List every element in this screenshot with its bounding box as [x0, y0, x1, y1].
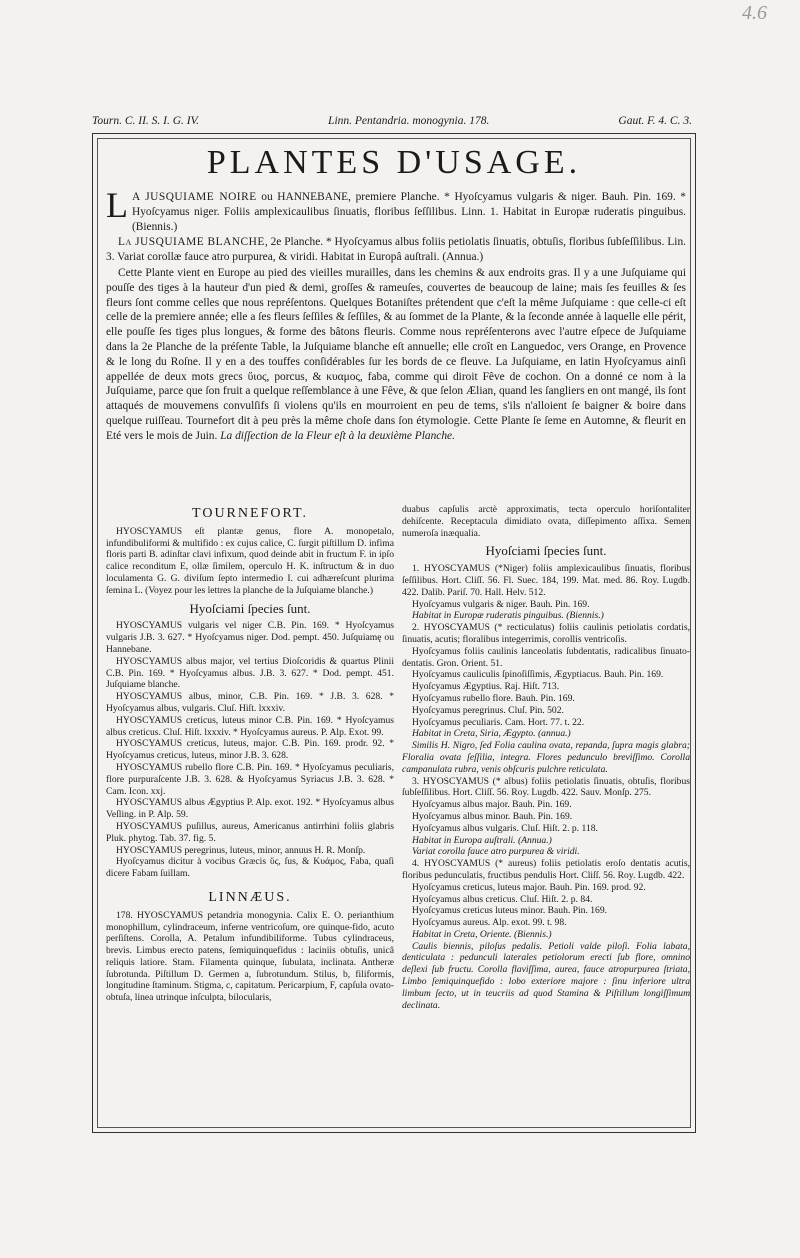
- tournefort-text: HYOSCYAMUS eſt plantæ genus, flore A. monopetalo, infundibuliformi & multifido : ex cujus calice, C. ſurgit piſtillum D. infima floris parti B. adinſtar clavi infixum, quod deinde abit in fructum F. in ipſo calice reconditum E, ollæ ſimilem, operculo H. K. inſtructum & in duo loculamenta G. G. diviſum ſepto intermedio I. cui adhæreſcunt plurima ſemina L. (Voyez pour les lettres la planche de la Juſquiame blanche.): [106, 525, 394, 596]
- pencil-mark: 4.6: [742, 2, 767, 24]
- species-entry: Similis H. Nigro, ſed Folia caulina ovata, repanda, ſupra magis glabra; Floralia ovata ſeſſilia, integra. Flores pedunculo breviſſimo. Corolla campanulata rubra, venis obſcuris pulchre reticulata.: [402, 740, 690, 775]
- plate-header: [92, 115, 692, 127]
- species-entry: Hyoſcyamus vulgaris & niger. Bauh. Pin. 169.: [412, 598, 590, 610]
- species-entry: Hyoſcyamus aureus. Alp. exot. 99. t. 98.: [412, 917, 567, 929]
- species-item: Hyoſcyamus dicitur à vocibus Græcis ὕς, ſus, & Κυάμος, Faba, quaſi dicere Fabam ſuillam.: [106, 856, 394, 880]
- text-jusquiame-blanche: , 2e Planche. * Hyoſcyamus albus foliis petiolatis ſinuatis, obtuſis, floribus ſubſeſſilibus. Lin. 3. Variat corollæ fauce atro purpurea, & viridi. Habitat in Europâ auſtrali. (Annua.): [106, 236, 686, 264]
- species-entry: Hyoſcyamus albus major. Bauh. Pin. 169.: [412, 799, 572, 811]
- section-title-linnaeus: LINNÆUS.: [208, 889, 292, 905]
- species-item: HYOSCYAMUS peregrinus, luteus, minor, annuus H. R. Monſp.: [116, 844, 366, 856]
- name-jusquiame-blanche: La JUSQUIAME BLANCHE: [118, 236, 265, 249]
- left-column: [106, 504, 394, 1004]
- species-entry: Hyoſcyamus peregrinus. Cluſ. Pin. 502.: [412, 704, 564, 716]
- species-item: HYOSCYAMUS albus Ægyptius P. Alp. exot. 192. * Hyoſcyamus albus Veſling. in P. Alp. 59.: [106, 797, 394, 821]
- text-dissection-note: La diſſection de la Fleur eſt à la deuxième Planche.: [220, 429, 455, 442]
- text-description: Cette Plante vient en Europe au pied des vieilles murailles, dans les chemins & aux endroits gras. Il y a une Juſquiame qui pouſſe des tiges à la hauteur d'un pied & demi, groſſes & rameuſes, couvertes de beaucoup de laine; mais ſes feuilles & ſes fleurs ſont comme celles que nous repréſentons. Quelques Botaniſtes prétendent que c'eſt la même Juſquiame : que celle-ci eſt celle de la premiere année; elle a ſes fleurs ſeſſiles & ſeſſiles, & au ſommet de la Plante, & la ſeconde année à laquelle elle périt, elle pouſſe ſes tiges plus longues, & forme des bâtons fleuris. Comme nous repréſenterons avec l'autre eſpece de Juſquiame dans la 2e Planche de la préſente Table, la Juſquiame blanche eſt annuelle; elle croît en Languedoc, vers Orange, en Provence & le long du Roſne. Il y en a des touffes conſidérables ſur les bords de ce fleuve. La Juſquiame, en latin Hyoſcyamus ainſi appellée de deux mots grecs ὕιος, porcus, & κυαμος, faba, comme qui diroit Fêve de cochon. On a donné ce nom à la Juſquiame, parce que ſon fruit a quelque reſſemblance à une Fêve, & que ſelon Ælian, quand les ſangliers en ont mangé, ils ſont attaqués de mouvemens convulſifs ſi violens qu'ils en mourroient en peu de tems, s'ils n'alloient ſe baigner & boire dans quelque ruiſſeau. Tournefort dit à peu près la même choſe dans ſon étymologie. Cette Plante ſe ſeme en Automne, & fleurit en Eté vers le mois de Juin.: [106, 266, 686, 442]
- species-title-right: Hyoſciami ſpecies ſunt.: [485, 543, 607, 559]
- species-entry: Habitat in Europa auſtrali. (Annua.): [412, 834, 552, 846]
- linnaeus-text: 178. HYOSCYAMUS petandria monogynia. Calix E. O. perianthium monophillum, cylindraceum, inferne ventricoſum, ore quinque-fido, acuto perſiſtens. Corolla, A. Petalum infundibiliforme. Tubus cylindraceus, brevis. Limbus erecto patens, ſemiquinquefidus : laciniis obtuſis, unicâ reliquis latiore. Stam. Filamenta quinque, ſubulata, inclinata. Antheræ ſubrotunda. Piſtillum D. Germen a, ſubrotundum. Stilus, b, filiformis, longitudine ſtaminum. Stigma, c, capitatum. Pericarpium, F, capſula ovato-obtuſa, linea utrinque inſculpta, bilocularis,: [106, 909, 394, 1004]
- species-entry: Hyoſcyamus creticus, luteus major. Bauh. Pin. 169. prod. 92.: [412, 881, 646, 893]
- species-entry: Hyoſcyamus creticus luteus minor. Bauh. Pin. 169.: [412, 905, 608, 917]
- paragraph-description: [106, 266, 686, 444]
- header-gautier: Gaut. F. 4. C. 3.: [618, 115, 692, 127]
- paragraph-jusquiame-blanche: [106, 235, 686, 265]
- species-item: HYOSCYAMUS vulgaris vel niger C.B. Pin. 169. * Hyoſcyamus vulgaris J.B. 3. 627. * Hyoſcyamus niger. Dod. pempt. 450. Juſquiamę ou Hannebane.: [106, 620, 394, 655]
- species-item: HYOSCYAMUS creticus, luteus, major. C.B. Pin. 169. prodr. 92. * Hyoſcyamus creticus, luteus, minor J.B. 3. 628.: [106, 738, 394, 762]
- header-tournefort: Tourn. C. II. S. I. G. IV.: [92, 115, 200, 127]
- species-item: HYOSCYAMUS creticus, luteus minor C.B. Pin. 169. * Hyoſcyamus albus creticus. Cluſ. Hiſt. lxxxiv. * Hyoſcyamus aureus. P. Alp. Exot. 99.: [106, 714, 394, 738]
- name-jusquiame-noire: A JUSQUIAME NOIRE: [132, 191, 257, 203]
- species-item: HYOSCYAMUS albus major, vel tertius Dioſcoridis & quartus Plinii C.B. Pin. 169. * Hyoſcyamus albus. J.B. 3. 627. * Dod. pempt. 451. Juſquiame blanche.: [106, 655, 394, 691]
- species-item: HYOSCYAMUS puſillus, aureus, Americanus antirrhini foliis glabris Pluk. phytog. Tab. 37. fig. 5.: [106, 820, 394, 844]
- intro-text: [106, 185, 686, 445]
- right-column: [402, 504, 690, 1011]
- species-entry: 1. HYOSCYAMUS (*Niger) foliis amplexicaulibus ſinuatis, floribus ſeſſilibus. Hort. Cliſſ. 56. Fl. Suec. 184, 199. Mat. med. 86. Roy. Lugdb. 422. Dalib. Pariſ. 70. Hall. Helv. 512.: [402, 563, 690, 598]
- species-entry: Habitat in Creta, Oriente. (Biennis.): [412, 928, 552, 940]
- species-entry: Hyoſcyamus cauliculis ſpinoſiſſimis, Ægyptiacus. Bauh. Pin. 169.: [412, 669, 664, 681]
- species-entry: Hyoſcyamus peculiaris. Cam. Hort. 77. t. 22.: [412, 716, 585, 728]
- species-entry: Hyoſcyamus albus creticus. Cluſ. Hiſt. 2. p. 84.: [412, 893, 593, 905]
- species-entry: Hyoſcyamus albus minor. Bauh. Pin. 169.: [412, 810, 573, 822]
- species-entry: 2. HYOSCYAMUS (* recticulatus) foliis caulinis petiolatis cordatis, ſinuatis, acutis; floralibus integerrimis, corollis ventricoſis.: [402, 622, 690, 645]
- species-entry: Caulis biennis, piloſus pedalis. Petioli valde piloſi. Folia labata, denticulata : pedunculi laterales petiolorum erecti ſub flore, omnino deſlexi ſub fructu. Corolla flaviſſima, aurea, fauce atropurpurea ſtriata, Limbo ſemiquinquefido : lobo exteriore majore : ſinu inferiore ultra limbum ſecto, ut in teucriis ad quod Stamina & Piſtillum longiſſimum declinata.: [402, 940, 690, 1011]
- section-title-tournefort: TOURNEFORT.: [192, 506, 308, 521]
- species-entry: Hyoſcyamus Ægyptius. Raj. Hiſt. 713.: [412, 681, 560, 693]
- species-entry: Variat corolla fauce atro purpurea & viridi.: [412, 846, 580, 858]
- drop-cap: L: [106, 185, 128, 225]
- species-entry: Habitat in Europæ ruderatis pinguibus. (Biennis.): [412, 610, 604, 622]
- species-entry: Habitat in Creta, Siria, Ægypto. (annua.): [412, 728, 571, 740]
- species-item: HYOSCYAMUS rubello flore C.B. Pin. 169. * Hyoſcyamus peculiaris, flore purpuraſcente J.B. 3. 628. & Hyoſcyamus Syriacus J.B. 3. 628. * Cam. Icon. xxj.: [106, 761, 394, 797]
- species-entry: 3. HYOSCYAMUS (* albus) foliis petiolatis ſinuatis, obtuſis, floribus ſubſeſſilibus. Hort. Cliſſ. 56. Roy. Lugdb. 422. Sauv. Monſp. 275.: [402, 775, 690, 799]
- text-jusquiame-noire: ou HANNEBANE, premiere Planche. * Hyoſcyamus vulgaris & niger. Bauh. Pin. 169. * Hyoſcyamus niger. Foliis amplexicaulibus ſinuatis, floribus ſeſſilibus. Linn. 1. Habitat in Europæ ruderatis pinguibus. (Biennis.): [132, 191, 686, 233]
- species-entry: Hyoſcyamus foliis caulinis lanceolatis ſubdentatis, radicalibus ſinuato-dentatis. Gron. Orient. 51.: [402, 645, 690, 669]
- header-linnaeus: Linn. Pentandria. monogynia. 178.: [328, 115, 490, 127]
- species-item: HYOSCYAMUS albus, minor, C.B. Pin. 169. * J.B. 3. 628. * Hyoſcyamus albus, vulgaris. Cluſ. Hiſt. lxxxiv.: [106, 691, 394, 714]
- species-entry: 4. HYOSCYAMUS (* aureus) foliis petiolatis eroſo dentatis acutis, floribus pedunculatis, fructibus pendulis Hort. Cliſſ. 56. Roy. Lugdb. 422.: [402, 858, 690, 881]
- page-title: PLANTES D'USAGE.: [206, 144, 582, 181]
- linnaeus-continued-text: duabus capſulis arctè approximatis, tecta operculo horiſontaliter dehiſcente. Receptacula dimidiato ovata, diſſepimento aſſixa. Semen numeroſa inæqualia.: [402, 504, 690, 539]
- species-title-left: Hyoſciami ſpecies ſunt.: [189, 600, 311, 616]
- species-entry: Hyoſcyamus albus vulgaris. Cluſ. Hiſt. 2. p. 118.: [412, 822, 598, 834]
- paragraph-jusquiame-noire: [106, 185, 686, 234]
- species-entry: Hyoſcyamus rubello flore. Bauh. Pin. 169.: [412, 692, 575, 704]
